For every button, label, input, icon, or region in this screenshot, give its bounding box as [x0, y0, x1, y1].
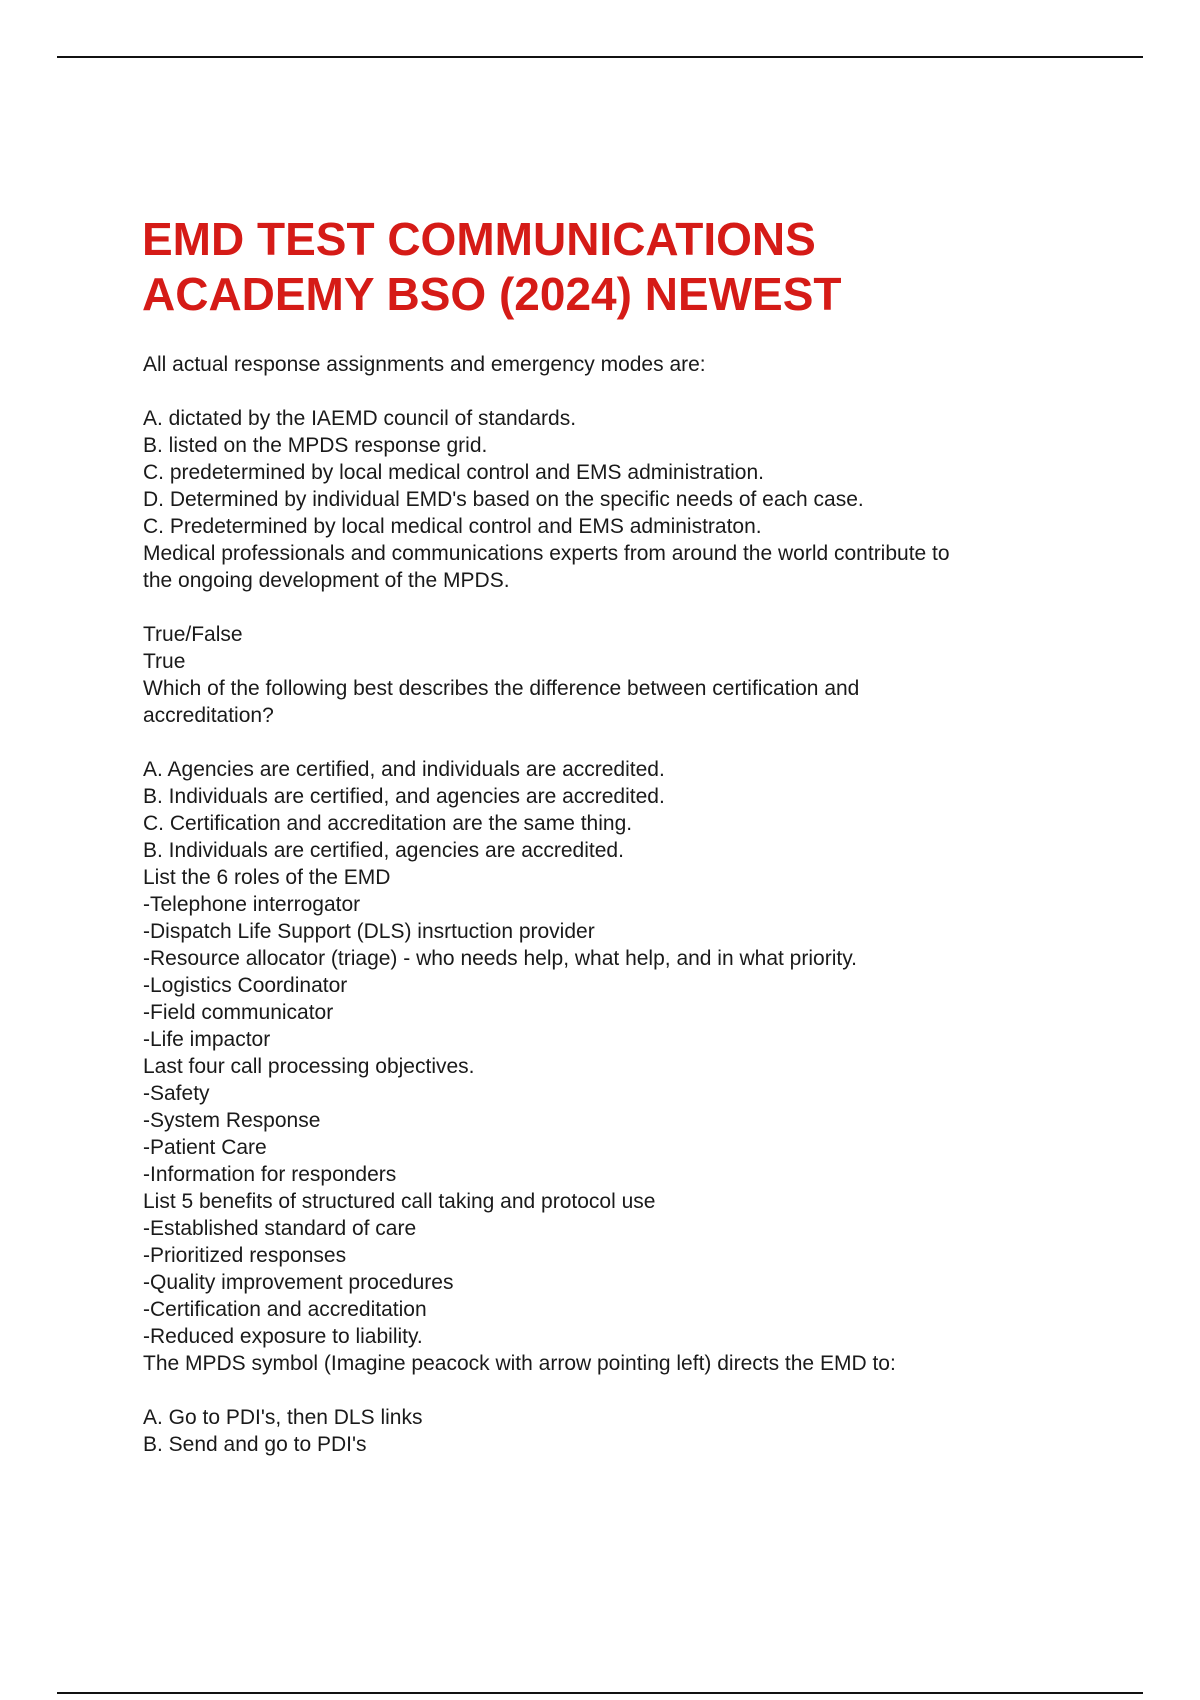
- text-line: -Quality improvement procedures: [143, 1271, 454, 1294]
- text-line: the ongoing development of the MPDS.: [143, 569, 510, 592]
- text-line: B. Send and go to PDI's: [143, 1433, 367, 1456]
- text-line: -Life impactor: [143, 1028, 271, 1051]
- text-line: Medical professionals and communications experts from around the world contribute to: [143, 542, 950, 565]
- text-line: -System Response: [143, 1109, 321, 1132]
- text-line: List 5 benefits of structured call taking and protocol use: [143, 1190, 656, 1213]
- text-line: A. dictated by the IAEMD council of standards.: [143, 407, 577, 430]
- text-line: C. Certification and accreditation are the same thing.: [143, 812, 633, 835]
- text-line: List the 6 roles of the EMD: [143, 866, 391, 889]
- text-line: A. Agencies are certified, and individuals are accredited.: [143, 758, 665, 781]
- text-line: All actual response assignments and emergency modes are:: [143, 353, 706, 376]
- paragraph-gap: [143, 1377, 1063, 1404]
- title-line-2: ACADEMY BSO (2024) NEWEST: [142, 268, 842, 320]
- text-line: -Logistics Coordinator: [143, 974, 348, 997]
- text-line: -Safety: [143, 1082, 210, 1105]
- bottom-rule: [57, 1692, 1143, 1694]
- document-title: [142, 212, 842, 322]
- paragraph-gap: [143, 378, 1063, 405]
- text-line: C. Predetermined by local medical control and EMS administraton.: [143, 515, 762, 538]
- text-line: Last four call processing objectives.: [143, 1055, 475, 1078]
- text-line: -Reduced exposure to liability.: [143, 1325, 423, 1348]
- text-line: The MPDS symbol (Imagine peacock with arrow pointing left) directs the EMD to:: [143, 1352, 896, 1375]
- text-line: -Established standard of care: [143, 1217, 417, 1240]
- text-line: True/False: [143, 623, 243, 646]
- top-rule: [57, 56, 1143, 58]
- text-line: Which of the following best describes the difference between certification and: [143, 677, 860, 700]
- text-line: -Information for responders: [143, 1163, 397, 1186]
- paragraph-gap: [143, 729, 1063, 756]
- text-line: A. Go to PDI's, then DLS links: [143, 1406, 423, 1429]
- text-line: accreditation?: [143, 704, 274, 727]
- text-line: -Dispatch Life Support (DLS) insrtuction provider: [143, 920, 595, 943]
- text-line: D. Determined by individual EMD's based on the specific needs of each case.: [143, 488, 864, 511]
- text-line: B. listed on the MPDS response grid.: [143, 434, 488, 457]
- text-line: -Field communicator: [143, 1001, 334, 1024]
- title-line-1: EMD TEST COMMUNICATIONS: [142, 213, 816, 265]
- document-body: [143, 351, 1063, 1458]
- text-line: True: [143, 650, 186, 673]
- text-line: -Prioritized responses: [143, 1244, 347, 1267]
- text-line: -Certification and accreditation: [143, 1298, 427, 1321]
- paragraph-gap: [143, 594, 1063, 621]
- text-line: -Patient Care: [143, 1136, 267, 1159]
- text-line: B. Individuals are certified, and agencies are accredited.: [143, 785, 665, 808]
- text-line: -Resource allocator (triage) - who needs help, what help, and in what priority.: [143, 947, 857, 970]
- text-line: C. predetermined by local medical control and EMS administration.: [143, 461, 764, 484]
- text-line: -Telephone interrogator: [143, 893, 361, 916]
- text-line: B. Individuals are certified, agencies are accredited.: [143, 839, 624, 862]
